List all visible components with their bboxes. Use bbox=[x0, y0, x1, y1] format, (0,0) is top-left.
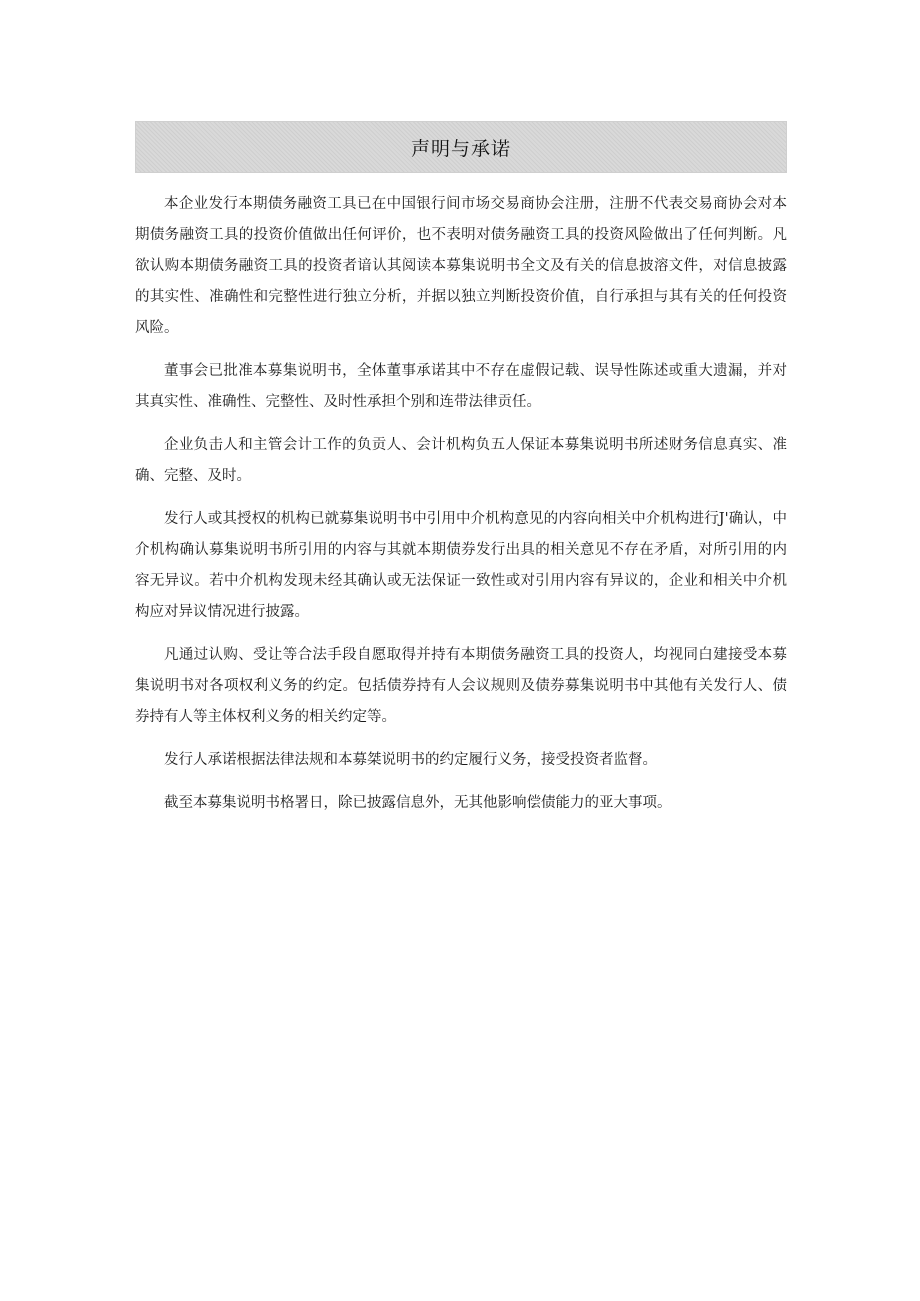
section-title-bar bbox=[135, 121, 787, 173]
document-page bbox=[135, 121, 787, 831]
paragraph-issuer-commitment: 发行人承诺根据法律法规和本募桀说明书的约定履行义务，接受投资者监督。 bbox=[164, 752, 657, 768]
paragraph-registration: 本企业发行本期债务融资工具已在中国银行间市场交易商协会注册，注册不代表交易商协会对本期债务融资工具的投资价值做出任何评价，也不表明对债务融资工具的投资风险做出了任何判断。凡欲认购本期债务融资工具的投资者谙认其阅读本募集说明书全文及有关的信息披溶文件，对信息披露的其实性、准确性和完整性进行独立分析，并据以独立判断投资价值，自行承担与其有关的任何投资风险。 bbox=[135, 196, 787, 336]
paragraph-board-approval: 董事会已批准本募集说明书，全体董事承诺其中不存在虚假记载、误导性陈述或重大遗漏，并对其真实性、准确性、完整性、及时性承担个别和连带法律贡任。 bbox=[135, 363, 787, 410]
paragraph-no-other-matters: 截至本募集说明书格署日，除已披露信息外，无其他影响偿债能力的亚大事项。 bbox=[164, 795, 672, 811]
document-body bbox=[135, 189, 787, 819]
paragraph-investor-consent: 凡通过认购、受让等合法手段自愿取得并持有本期债务融资工具的投资人，均视同白建接受本募集说明书对各项权利义务的约定。包括债券持有人会议规则及债券募集说明书中其他有关发行人、债券持有人等主体权利义务的相关约定等。 bbox=[135, 647, 787, 725]
paragraph-financial-assurance: 企业负击人和主管会计工作的负贡人、会计机构负五人保证本募集说明书所述财务信息真实、准确、完整、及时。 bbox=[135, 437, 787, 484]
section-title: 声明与承诺 bbox=[410, 137, 511, 160]
paragraph-intermediary-confirmation: 发行人或其授权的机构已就募集说明书中引用中介机构意见的内容向相关中介机构进行J'确认，中介机构确认募集说明书所引用的内容与其就本期债券发行出具的相关意见不存在矛盾，对所引用的内容无异议。若中介机构发现未经其确认或无法保证一致性或对引用内容有异议的，企业和相关中介机构应对异议情况进行披露。 bbox=[135, 511, 787, 620]
